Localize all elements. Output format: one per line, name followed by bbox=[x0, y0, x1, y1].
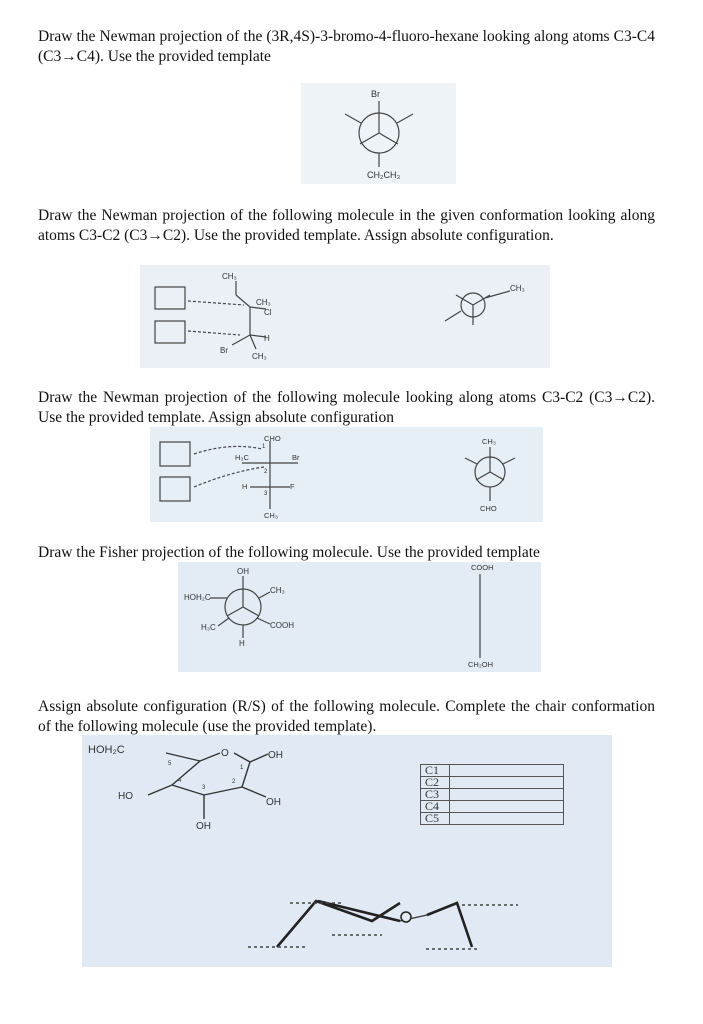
fig4-fischer-cooh: COOH bbox=[471, 563, 494, 572]
fig5-oh-top: OH bbox=[268, 750, 283, 761]
question-1: Draw the Newman projection of the (3R,4S)-3-bromo-4-fluoro-hexane looking along atoms C3-C4 (C3→C4). Use the provided template bbox=[38, 28, 655, 65]
table-cell-label: C4 bbox=[421, 801, 450, 813]
fig4-h3c: H₃C bbox=[201, 623, 216, 632]
fig5-n2: 2 bbox=[232, 779, 236, 785]
table-cell-label: C5 bbox=[421, 813, 450, 825]
fig4-oh: OH bbox=[237, 567, 249, 576]
table-row bbox=[421, 813, 564, 825]
fig5-n1: 1 bbox=[240, 765, 244, 771]
fig3-newman-cho: CHO bbox=[480, 504, 497, 513]
fig5-n3: 3 bbox=[202, 785, 206, 791]
figure-4 bbox=[178, 562, 541, 672]
fig2-newman-ch3: CH₃ bbox=[510, 284, 525, 293]
fig4-cooh: COOH bbox=[270, 621, 294, 630]
fig3-n2: 2 bbox=[264, 469, 268, 475]
fig5-ho: HO bbox=[118, 791, 133, 802]
configuration-table bbox=[420, 764, 564, 825]
fig5-n4: 4 bbox=[178, 778, 182, 784]
table-cell-label: C1 bbox=[421, 765, 450, 777]
table-cell-label: C3 bbox=[421, 789, 450, 801]
fig5-oh-bottom: OH bbox=[196, 821, 211, 832]
fig3-h3c: H₃C bbox=[235, 453, 249, 462]
question-5: Assign absolute configuration (R/S) of the following molecule. Complete the chair conformation of the following molecule (use the provided template). bbox=[38, 698, 655, 735]
figure-3 bbox=[150, 427, 543, 522]
table-row bbox=[421, 765, 564, 777]
fig3-newman-ch3: CH₃ bbox=[482, 437, 496, 446]
question-3: Draw the Newman projection of the following molecule looking along atoms C3-C2 (C3→C2). Use the provided template. Assign absolute configuration bbox=[38, 389, 655, 426]
question-4: Draw the Fisher projection of the following molecule. Use the provided template bbox=[38, 544, 540, 561]
question-2: Draw the Newman projection of the following molecule in the given conformation looking along atoms C3-C2 (C3→C2). Use the provided template. Assign absolute configuration. bbox=[38, 207, 655, 244]
figure-1-newman-template bbox=[301, 83, 456, 184]
table-cell-answer[interactable] bbox=[450, 789, 564, 801]
table-cell-label: C2 bbox=[421, 777, 450, 789]
fig2-ch3-bottom: CH₃ bbox=[252, 352, 267, 361]
table-cell-answer[interactable] bbox=[450, 777, 564, 789]
fig4-h: H bbox=[239, 639, 245, 648]
fig3-n1: 1 bbox=[262, 444, 266, 450]
fig2-ch3-right: CH₃ bbox=[256, 298, 271, 307]
fig3-cho: CHO bbox=[264, 434, 281, 443]
fig4-fischer-ch2oh: CH₂OH bbox=[468, 660, 493, 669]
fig3-f: F bbox=[290, 482, 295, 491]
fig2-h: H bbox=[264, 334, 270, 343]
figure-2 bbox=[140, 265, 550, 368]
fig3-n3: 3 bbox=[264, 491, 268, 497]
table-row bbox=[421, 777, 564, 789]
fig5-hoh2c: HOH₂C bbox=[88, 744, 125, 756]
fig1-ch2ch3-label: CH₂CH₃ bbox=[367, 170, 401, 180]
fig5-oh-right: OH bbox=[266, 797, 281, 808]
chair-ring-oxygen bbox=[401, 912, 411, 922]
fig4-ch3: CH₃ bbox=[270, 586, 285, 595]
table-row bbox=[421, 789, 564, 801]
fig5-n5: 5 bbox=[168, 761, 172, 767]
fig3-br: Br bbox=[292, 453, 300, 462]
table-cell-answer[interactable] bbox=[450, 765, 564, 777]
fig4-hoh2c: HOH₂C bbox=[184, 593, 211, 602]
fig2-br: Br bbox=[220, 346, 228, 355]
table-cell-answer[interactable] bbox=[450, 801, 564, 813]
fig3-ch3: CH₃ bbox=[264, 511, 278, 520]
fig2-ch3-top: CH₃ bbox=[222, 272, 237, 281]
table-cell-answer[interactable] bbox=[450, 813, 564, 825]
fig1-br-label: Br bbox=[371, 89, 380, 99]
fig3-h: H bbox=[242, 482, 248, 491]
fig5-ring-o: O bbox=[221, 748, 229, 759]
table-row bbox=[421, 801, 564, 813]
fig2-cl: Cl bbox=[264, 308, 272, 317]
